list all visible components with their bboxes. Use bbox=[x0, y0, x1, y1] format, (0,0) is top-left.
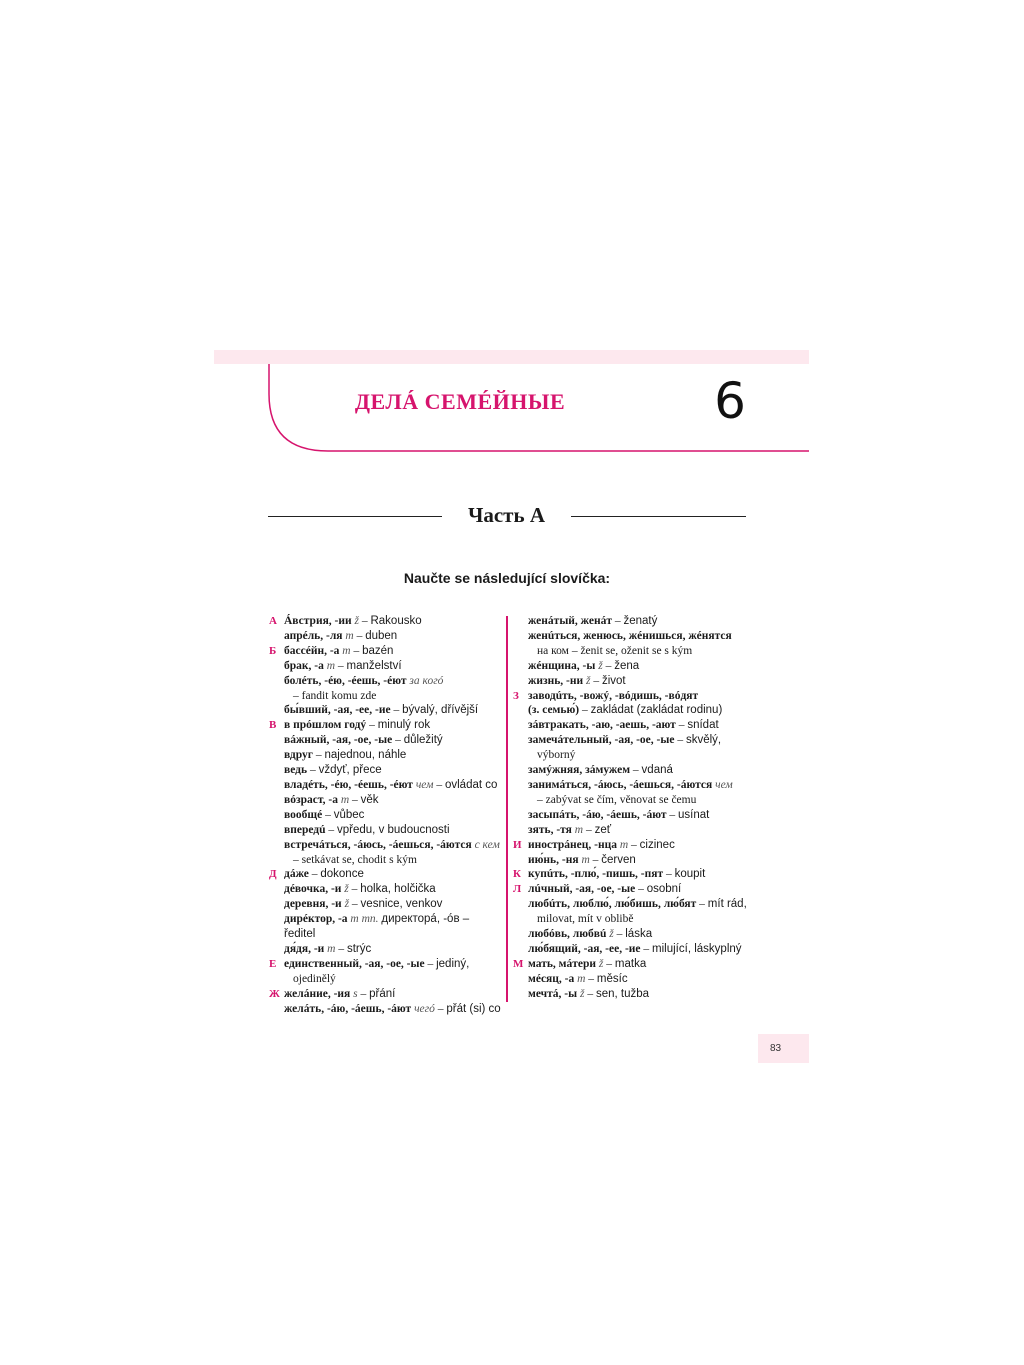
separator: – bbox=[583, 823, 595, 836]
vocab-column-left bbox=[265, 614, 503, 1016]
vocab-word: дáже bbox=[284, 868, 309, 881]
vocab-entry bbox=[509, 823, 759, 838]
grammar-note: s bbox=[353, 987, 358, 1000]
vocab-word: ведь bbox=[284, 764, 308, 777]
vocab-entry bbox=[265, 733, 503, 748]
vocab-entry bbox=[509, 718, 759, 733]
grammar-note: m bbox=[342, 644, 351, 657]
alphabet-letter: И bbox=[513, 838, 522, 851]
vocab-entry bbox=[509, 733, 759, 763]
translation: bývalý, dřívější bbox=[402, 704, 479, 717]
translation: milující, láskyplný bbox=[652, 942, 742, 955]
vocab-entry bbox=[509, 703, 759, 718]
separator: – bbox=[328, 823, 338, 836]
separator: – bbox=[602, 659, 615, 672]
translation: důležitý bbox=[403, 734, 443, 747]
vocab-word: любúть, люблю́, лю́бишь, лю́бят bbox=[528, 898, 697, 911]
vocab-entry bbox=[265, 793, 503, 808]
alphabet-letter: К bbox=[513, 868, 521, 881]
vocab-word: вдруг bbox=[284, 749, 313, 762]
grammar-note: ž bbox=[598, 957, 604, 970]
separator: – bbox=[353, 629, 366, 642]
grammar-note: ž bbox=[579, 987, 585, 1000]
separator: – bbox=[581, 704, 591, 717]
grammar-note: чегó bbox=[414, 1002, 435, 1015]
vocab-entry bbox=[265, 1002, 503, 1017]
separator: – bbox=[678, 719, 688, 732]
vocab-word: инострáнец, -нца bbox=[528, 838, 617, 851]
translation: holka, holčička bbox=[360, 883, 436, 896]
separator: – bbox=[613, 928, 626, 941]
translation: vdaná bbox=[641, 764, 673, 777]
column-divider bbox=[506, 616, 508, 1002]
vocab-entry bbox=[509, 972, 759, 987]
vocab-entry bbox=[509, 629, 759, 659]
separator: – bbox=[665, 868, 675, 881]
translation: koupit bbox=[674, 868, 706, 881]
translation: zakládat (zakládat rodinu) bbox=[590, 704, 723, 717]
vocab-word: засыпáть, -áю, -áешь, -áют bbox=[528, 808, 667, 821]
vocab-word: жéнщина, -ы bbox=[528, 659, 596, 672]
vocab-word: мечтá, -ы bbox=[528, 987, 578, 1000]
separator: – bbox=[628, 838, 640, 851]
vocab-word: в прóшлом годý bbox=[284, 719, 367, 732]
separator: – bbox=[433, 778, 445, 791]
translation: měsíc bbox=[596, 972, 628, 985]
translation: dokonce bbox=[320, 868, 364, 881]
vocab-word: бы́вший, -ая, -ее, -ие bbox=[284, 704, 391, 717]
vocab-entry bbox=[265, 718, 503, 733]
vocab-entry bbox=[265, 763, 503, 778]
vocab-entry bbox=[265, 659, 503, 674]
separator: – bbox=[349, 898, 361, 911]
vocab-entry bbox=[265, 942, 503, 957]
translation: matka bbox=[614, 957, 647, 970]
translation: Rakousko bbox=[370, 615, 422, 627]
vocab-entry bbox=[509, 853, 759, 868]
translation: vesnice, venkov bbox=[360, 898, 443, 911]
vocab-word: занимáться, -áюсь, -áешься, -áются bbox=[528, 778, 713, 791]
separator: – bbox=[632, 764, 642, 777]
vocab-word: любóвь, любвú bbox=[528, 928, 607, 941]
part-rule-left bbox=[268, 516, 442, 517]
grammar-note: m bbox=[574, 823, 584, 836]
vocab-word: бассéйн, -а bbox=[284, 644, 340, 657]
vocab-word: жизнь, -ни bbox=[528, 674, 584, 687]
translation: usínat bbox=[678, 808, 710, 821]
vocab-entry bbox=[265, 778, 503, 793]
vocab-word: женúться, женюсь, жéнишься, жéнятся bbox=[528, 629, 732, 642]
vocab-word: ию́нь, -ня bbox=[528, 853, 579, 866]
vocab-entry bbox=[509, 882, 759, 897]
translation: vždyť, přece bbox=[318, 764, 382, 777]
vocab-column-right bbox=[509, 614, 759, 1002]
translation: директорá, -óв – ředitel bbox=[284, 913, 470, 941]
grammar-note: m bbox=[581, 853, 590, 866]
separator: – bbox=[585, 972, 597, 985]
separator: – bbox=[638, 883, 647, 896]
vocab-entry bbox=[509, 763, 759, 778]
translation: mít rád, bbox=[707, 898, 747, 911]
vocab-word: мéсяц, -а bbox=[528, 972, 575, 985]
grammar-note: ž bbox=[344, 883, 349, 896]
translation: žena bbox=[614, 659, 640, 672]
grammar-note: чем bbox=[415, 778, 434, 791]
vocab-word: (з. семью́) bbox=[528, 704, 580, 717]
vocab-entry bbox=[509, 674, 759, 689]
separator: – bbox=[350, 644, 363, 657]
page-number-tab bbox=[758, 1034, 809, 1063]
vocab-entry bbox=[509, 942, 759, 957]
separator: – bbox=[395, 734, 404, 747]
vocab-entry bbox=[265, 838, 503, 868]
vocab-word: желáние, -ия bbox=[284, 987, 351, 1000]
vocab-entry bbox=[509, 987, 759, 1002]
vocab-word: купúть, -плю́, -пишь, -пят bbox=[528, 868, 664, 881]
chapter-number: 6 bbox=[714, 372, 746, 430]
vocab-word: заводúть, -вожý, -вóдишь, -вóдят bbox=[528, 689, 699, 702]
translation: duben bbox=[365, 629, 398, 642]
translation: vpředu, v budoucnosti bbox=[337, 823, 450, 836]
vocab-word: апрéль, -ля bbox=[284, 629, 343, 642]
translation: červen bbox=[601, 853, 636, 866]
vocab-word: замýжняя, зáмужем bbox=[528, 764, 631, 777]
vocab-entry bbox=[509, 957, 759, 972]
vocab-word: желáть, -áю, -áешь, -áют bbox=[284, 1002, 412, 1015]
vocab-entry bbox=[509, 659, 759, 674]
translation: zeť bbox=[594, 823, 612, 836]
entry-continuation: výborný bbox=[537, 749, 576, 762]
grammar-note: ž bbox=[586, 674, 591, 687]
part-title: Часть А bbox=[467, 503, 546, 527]
separator: – bbox=[309, 764, 319, 777]
vocab-entry bbox=[509, 689, 759, 704]
vocab-entry bbox=[509, 838, 759, 853]
translation: minulý rok bbox=[377, 719, 431, 732]
separator: – bbox=[427, 957, 437, 970]
translation: strýc bbox=[346, 942, 372, 955]
separator: – bbox=[590, 674, 602, 687]
alphabet-letter: Ж bbox=[269, 987, 280, 1000]
vocab-word: лúчный, -ая, -ое, -ые bbox=[528, 883, 636, 896]
vocab-word: лю́бящий, -ая, -ее, -ие bbox=[528, 942, 641, 955]
separator: – bbox=[358, 615, 371, 627]
translation: přát (si) co bbox=[446, 1002, 501, 1015]
vocab-entry bbox=[265, 674, 503, 704]
translation: snídat bbox=[687, 719, 719, 732]
separator: – bbox=[677, 734, 686, 747]
vocab-entry bbox=[509, 867, 759, 882]
vocab-word: зáвтракать, -аю, -аешь, -ают bbox=[528, 719, 676, 732]
separator: – bbox=[393, 704, 403, 717]
vocab-entry bbox=[265, 987, 503, 1002]
translation: život bbox=[601, 674, 626, 687]
vocab-entry bbox=[265, 614, 503, 629]
grammar-note: ž bbox=[344, 898, 350, 911]
vocab-word: дéвочка, -и bbox=[284, 883, 342, 896]
vocab-entry bbox=[265, 897, 503, 912]
separator: – bbox=[614, 615, 624, 627]
separator: – bbox=[699, 898, 708, 911]
vocab-word: владéть, -éю, -éешь, -éют bbox=[284, 778, 413, 791]
alphabet-letter: Д bbox=[269, 868, 277, 881]
translation: láska bbox=[625, 928, 653, 941]
vocab-entry bbox=[509, 808, 759, 823]
translation: jediný, bbox=[436, 957, 470, 970]
separator: – bbox=[669, 808, 679, 821]
separator: – bbox=[348, 883, 361, 896]
grammar-note: m bbox=[340, 793, 350, 806]
grammar-note: m bbox=[326, 659, 336, 672]
separator: – bbox=[584, 987, 596, 1000]
vocab-word: дя́дя, -и bbox=[284, 942, 325, 955]
vocab-entry bbox=[265, 644, 503, 659]
translation: najednou, náhle bbox=[324, 749, 407, 762]
vocab-word: Áвстрия, -ии bbox=[284, 615, 352, 627]
vocab-word: вóзраст, -а bbox=[284, 793, 338, 806]
vocab-entry bbox=[265, 703, 503, 718]
entry-continuation: – fandit komu zde bbox=[293, 689, 377, 702]
grammar-note: m bbox=[345, 629, 354, 642]
vocab-entry bbox=[509, 897, 759, 927]
translation: přání bbox=[369, 987, 396, 1000]
separator: – bbox=[589, 853, 602, 866]
translation: manželství bbox=[346, 659, 402, 672]
grammar-note: ž bbox=[354, 615, 359, 627]
grammar-note: m mn. bbox=[350, 913, 379, 926]
entry-continuation: – setkávat se, chodit s kým bbox=[293, 853, 417, 866]
translation: vůbec bbox=[333, 808, 365, 821]
vocab-word: вообщé bbox=[284, 808, 323, 821]
grammar-note: m bbox=[577, 972, 586, 985]
separator: – bbox=[335, 942, 347, 955]
separator: – bbox=[357, 987, 370, 1000]
alphabet-letter: М bbox=[513, 957, 524, 970]
separator: – bbox=[434, 1002, 447, 1015]
entry-continuation: – zabývat se čím, věnovat se čemu bbox=[537, 793, 697, 806]
translation: osobní bbox=[646, 883, 682, 896]
translation: cizinec bbox=[639, 838, 675, 851]
entry-continuation: ojedinělý bbox=[293, 972, 336, 985]
vocab-word: женáтый, женáт bbox=[528, 615, 612, 627]
vocab-entry bbox=[265, 808, 503, 823]
vocab-entry bbox=[509, 614, 759, 629]
vocab-entry bbox=[509, 927, 759, 942]
separator: – bbox=[325, 808, 334, 821]
vocab-entry bbox=[509, 778, 759, 808]
alphabet-letter: Б bbox=[269, 644, 277, 657]
vocab-entry bbox=[265, 629, 503, 644]
alphabet-letter: Л bbox=[513, 883, 522, 896]
vocab-word: мать, мáтери bbox=[528, 957, 597, 970]
vocab-word: деревня, -и bbox=[284, 898, 342, 911]
vocab-word: замечáтельный, -ая, -ое, -ые bbox=[528, 734, 675, 747]
grammar-note: m bbox=[619, 838, 629, 851]
separator: – bbox=[643, 942, 653, 955]
vocab-entry bbox=[265, 882, 503, 897]
vocab-word: дирéктор, -а bbox=[284, 913, 348, 926]
alphabet-letter: А bbox=[269, 615, 277, 627]
vocab-word: встречáться, -áюсь, -áешься, -áются bbox=[284, 838, 472, 851]
page-number: 83 bbox=[770, 1043, 782, 1054]
entry-continuation: milovat, mít v oblibě bbox=[537, 913, 634, 926]
separator: – bbox=[311, 868, 321, 881]
translation: skvělý, bbox=[685, 734, 722, 747]
grammar-note: с кем bbox=[474, 838, 500, 851]
vocab-word: брак, -а bbox=[284, 659, 324, 672]
vocab-word: зять, -тя bbox=[528, 823, 572, 836]
alphabet-letter: З bbox=[513, 689, 519, 702]
grammar-note: за когó bbox=[409, 674, 444, 687]
vocab-word: вáжный, -ая, -ое, -ые bbox=[284, 734, 393, 747]
grammar-note: чем bbox=[715, 778, 733, 791]
alphabet-letter: Е bbox=[269, 957, 277, 970]
separator: – bbox=[369, 719, 378, 732]
grammar-note: ž bbox=[609, 928, 614, 941]
translation: bazén bbox=[362, 644, 394, 657]
separator: – bbox=[603, 957, 615, 970]
vocab-entry bbox=[265, 867, 503, 882]
instruction-heading: Naučte se následující slovíčka: bbox=[403, 570, 611, 586]
translation: věk bbox=[360, 793, 379, 806]
vocab-entry bbox=[265, 957, 503, 987]
vocab-word: единствeнный, -ая, -ое, -ые bbox=[284, 957, 425, 970]
chapter-title: ДЕЛÁ СЕМÉЙНЫЕ bbox=[354, 389, 566, 414]
vocab-word: болéть, -éю, -éешь, -éют bbox=[284, 674, 407, 687]
alphabet-letter: В bbox=[269, 719, 277, 732]
separator: – bbox=[349, 793, 361, 806]
part-rule-right bbox=[571, 516, 746, 517]
separator: – bbox=[315, 749, 325, 762]
vocab-entry bbox=[265, 912, 503, 942]
translation: sen, tužba bbox=[595, 987, 650, 1000]
separator: – bbox=[335, 659, 347, 672]
vocab-word: впередú bbox=[284, 823, 326, 836]
translation: ovládat co bbox=[444, 778, 498, 791]
grammar-note: m bbox=[327, 942, 336, 955]
vocab-entry bbox=[265, 748, 503, 763]
vocab-entry bbox=[265, 823, 503, 838]
header-band bbox=[214, 350, 809, 364]
translation: ženatý bbox=[623, 615, 658, 627]
grammar-note: ž bbox=[598, 659, 603, 672]
entry-continuation: на ком – ženit se, oženit se s kým bbox=[537, 644, 693, 657]
